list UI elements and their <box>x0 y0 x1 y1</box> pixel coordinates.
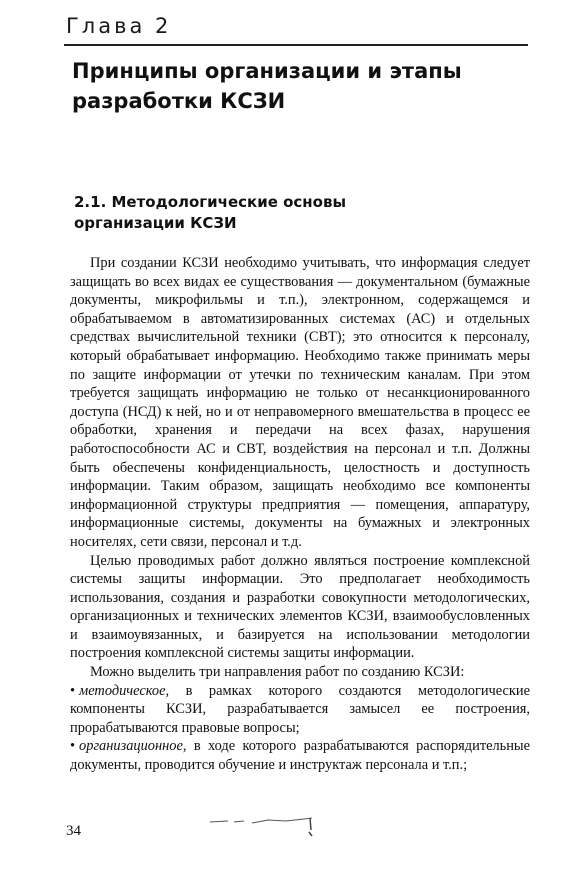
bullet-icon: • <box>70 738 76 755</box>
bullet-icon: • <box>70 682 76 699</box>
page-number: 34 <box>66 823 81 839</box>
body-text <box>70 254 530 775</box>
list-item-term: организационное <box>79 738 183 755</box>
scan-artifact <box>208 814 314 838</box>
section-heading: 2.1. Методологические основы организации КСЗИ <box>74 193 347 232</box>
chapter-rule <box>64 44 528 46</box>
list-item <box>70 682 530 738</box>
paragraph: Целью проводимых работ должно являться построение комплексной системы защиты информации. Это предполагает необходимость использования, создания и разработки совокупности методологических, организационных и технических элементов КСЗИ, взаимообусловленных и взаимоувязанных, и базируется на использовании методологии построения комплексной системы защиты информации. <box>70 552 530 662</box>
paragraph: Можно выделить три направления работ по созданию КСЗИ: <box>90 664 465 681</box>
paragraph: При создании КСЗИ необходимо учитывать, что информация следует защищать во всех видах ее существования — документальном (бумажные документы, микрофильмы и т.п.), электронном, содержащемся и обрабатываемом в автоматизированных системах (АС) и отдельных средствах вычислительной техники (СВТ); это относится к персоналу, который обрабатывает информацию. Необходимо также принимать меры по защите информации от утечки по техническим каналам. При этом требуется защищать информацию не только от несанкционированного доступа (НСД) к ней, но и от неправомерного вмешательства в процесс ее обработки, хранения и передачи на всех фазах, нарушения работоспособности АС и СВТ, воздействия на персонал и т.п. Должны быть обеспечены конфиденциальность, целостность и доступность информации. Таким образом, защищать необходимо все компоненты информационной структуры предприятия — помещения, аппаратуру, информационные системы, документы на бумажных и электронных носителях, сети связи, персонал и т.д. <box>70 255 530 550</box>
list-item-term: методическое <box>79 682 166 699</box>
list-item-text: , в ходе которого разрабатываются распорядительные документы, проводится обучение и инструктаж персонала и т.п.; <box>70 738 530 774</box>
list-item <box>70 737 530 774</box>
list-item-text: , в рамках которого создаются методологические компоненты КСЗИ, разрабатывается замысел ее построения, прорабатываются правовые вопросы; <box>70 682 530 736</box>
chapter-title: Принципы организации и этапы разработки КСЗИ <box>72 59 462 113</box>
chapter-label: Глава 2 <box>66 14 172 38</box>
